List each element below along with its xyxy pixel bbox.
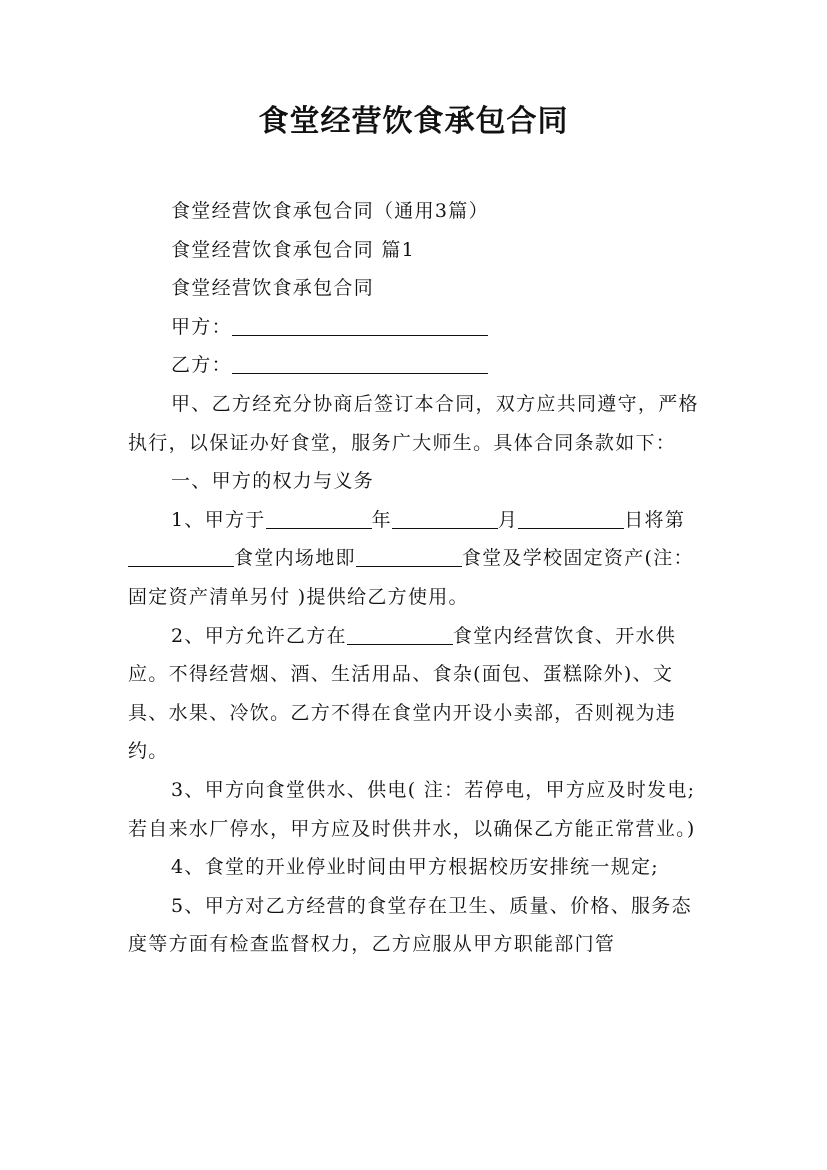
- document-body: [128, 192, 703, 964]
- clause-1-part-d: 日将第: [624, 508, 686, 531]
- heading-contract: 食堂经营饮食承包合同: [171, 277, 375, 300]
- day-blank: [518, 509, 624, 529]
- clause-1-part-a: 1、甲方于: [171, 508, 266, 531]
- clause-2-part-b: 食堂内经营饮食、开水供应。不得经营烟、酒、生活用品、食杂(面包、蛋糕除外)、文具、水果、冷饮。乙方不得在食堂内开设小卖部，否则视为违约。: [128, 624, 677, 763]
- party-b-label: 乙方：: [171, 354, 232, 377]
- clause-1-part-c: 月: [497, 508, 519, 531]
- intro-paragraph: 甲、乙方经充分协商后签订本合同，双方应共同遵守，严格执行，以保证办好食堂，服务广大师生。具体合同条款如下：: [128, 392, 699, 454]
- canteen-site-blank: [356, 547, 462, 567]
- month-blank: [392, 509, 498, 529]
- clause-1-part-b: 年: [371, 508, 392, 531]
- year-blank: [266, 509, 372, 529]
- party-a-line: [128, 308, 703, 347]
- section-1-heading: 一、甲方的权力与义务: [171, 470, 375, 493]
- clause-1: [128, 501, 703, 617]
- clause-4: 4、食堂的开业停业时间由甲方根据校历安排统一规定;: [171, 856, 659, 879]
- clause-2: [128, 617, 703, 771]
- party-a-label: 甲方：: [171, 315, 232, 338]
- canteen-name-blank: [347, 625, 453, 645]
- clause-3: 3、甲方向食堂供水、供电( 注：若停电，甲方应及时发电;若自来水厂停水，甲方应及时供井水，以确保乙方能正常营业。): [128, 778, 696, 840]
- party-a-blank: [232, 316, 488, 336]
- canteen-number-blank: [128, 547, 234, 567]
- heading-all: 食堂经营饮食承包合同（通用3篇）: [171, 200, 489, 222]
- party-b-blank: [232, 354, 488, 374]
- clause-2-part-a: 2、甲方允许乙方在: [171, 624, 347, 647]
- party-b-line: [128, 346, 703, 385]
- clause-1-part-f: 食堂及学校固定资产(注：固定资产清单另付 )提供给乙方使用。: [128, 547, 694, 608]
- clause-1-part-e: 食堂内场地即: [234, 547, 356, 570]
- clause-5: 5、甲方对乙方经营的食堂存在卫生、质量、价格、服务态度等方面有检查监督权力，乙方应服从甲方职能部门管: [128, 894, 692, 956]
- document-title: 食堂经营饮食承包合同: [258, 104, 569, 139]
- heading-part: 食堂经营饮食承包合同 篇1: [171, 238, 416, 261]
